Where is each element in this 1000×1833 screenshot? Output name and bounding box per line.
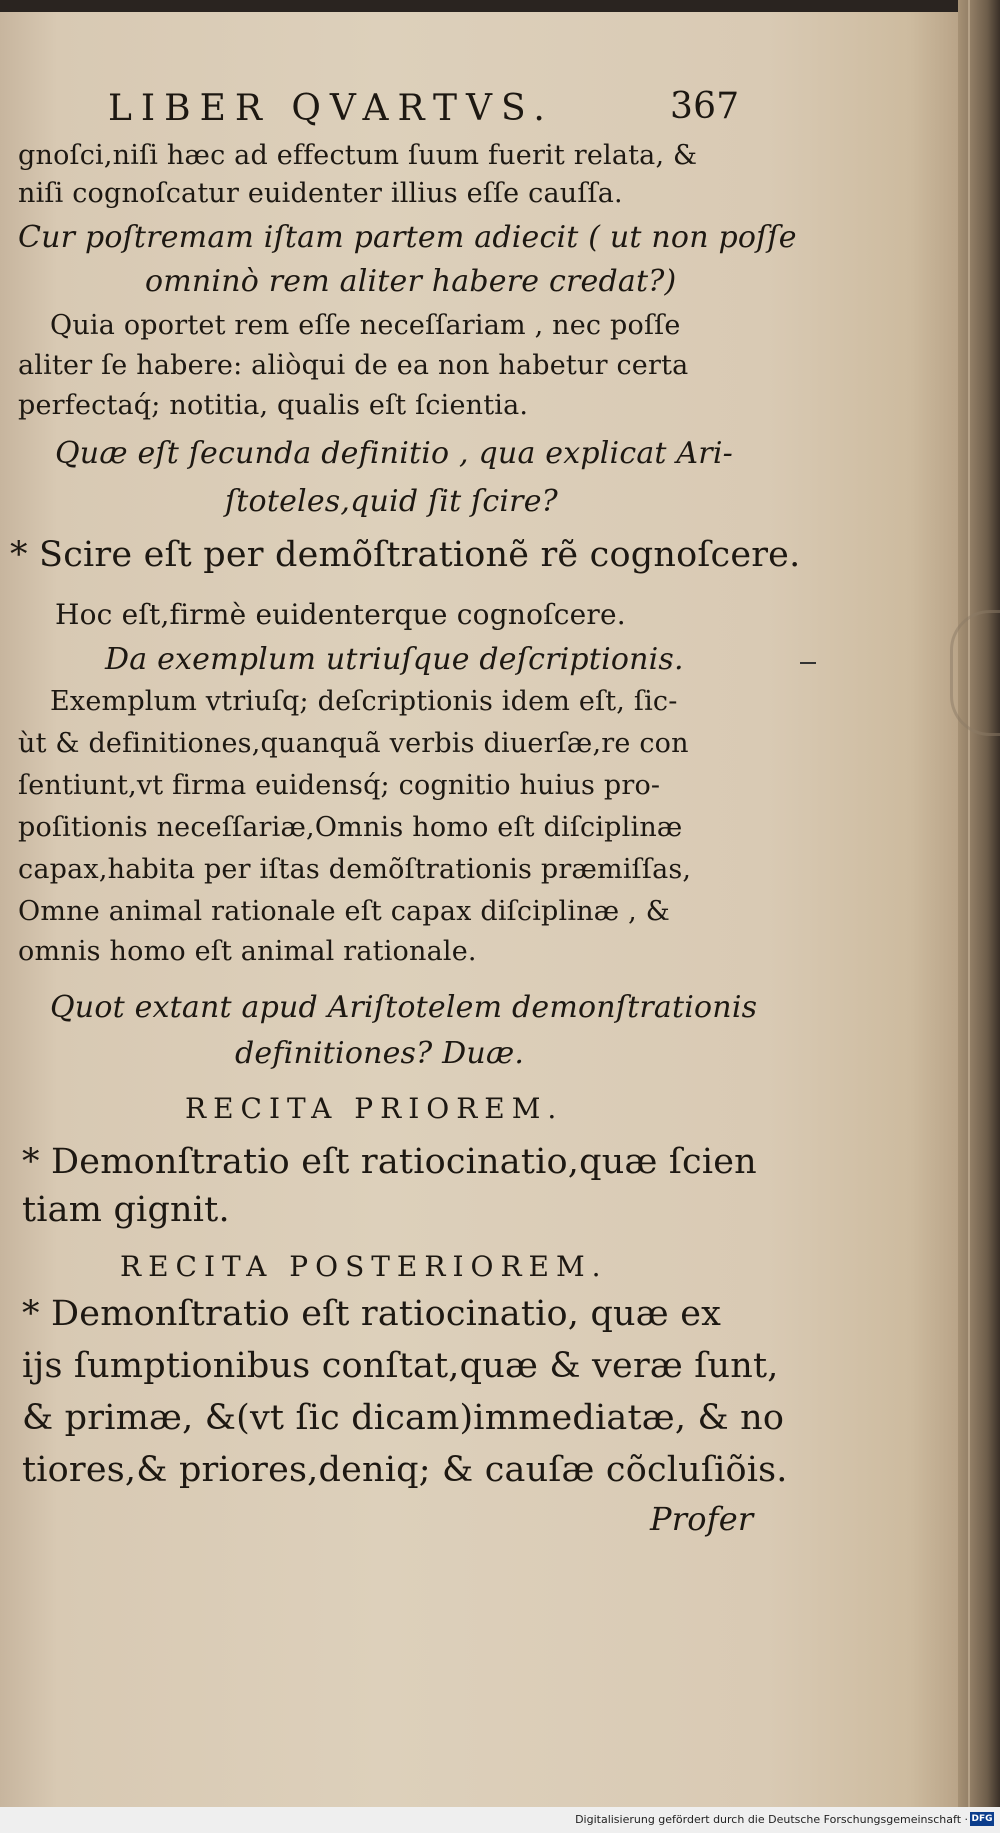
text-line: Exemplum vtriuſq; deſcriptionis idem eſt, ſic-: [50, 686, 678, 717]
definition-line: * Scire eſt per demõſtrationẽ rẽ cognoſcere.: [10, 535, 801, 575]
text-line: aliter ſe habere: aliòqui de ea non habetur certa: [18, 350, 689, 381]
margin-mark: [800, 662, 816, 664]
question-line: omninò rem aliter habere credat?): [145, 264, 677, 299]
dfg-logo: DFG: [971, 1814, 993, 1824]
text-line: Quia oportet rem eſſe neceſſariam , nec poſſe: [50, 310, 681, 341]
funding-credit: Digitalisierung gefördert durch die Deutsche Forschungsgemeinschaft ·: [575, 1813, 968, 1826]
question-line: Da exemplum utriuſque deſcriptionis.: [105, 642, 684, 677]
text-line: Omne animal rationale eſt capax diſciplinæ , &: [18, 896, 670, 927]
text-line: Hoc eſt,firmè euidenterque cognoſcere.: [55, 598, 626, 631]
text-line: capax,habita per iſtas demõſtrationis præmiſſas,: [18, 854, 692, 885]
running-header: LIBER QVARTVS.: [108, 88, 554, 129]
text-line: poſitionis neceſſariæ,Omnis homo eſt diſciplinæ: [18, 812, 683, 843]
catchword: Profer: [650, 1500, 754, 1538]
question-line: definitiones? Duæ.: [235, 1036, 525, 1071]
definition-line: tiam gignit.: [22, 1190, 230, 1230]
text-line: ſentiunt,vt firma euidensq́; cognitio huius pro-: [18, 770, 661, 801]
question-line: Quot extant apud Ariſtotelem demonſtrationis: [50, 990, 758, 1025]
section-heading: RECITA POSTERIOREM.: [120, 1250, 608, 1283]
page-edge-highlight: [968, 0, 970, 1810]
definition-line: tiores,& priores,deniq; & cauſæ cõcluſiõis.: [22, 1450, 788, 1490]
text-line: gnoſci,niſi hæc ad effectum ſuum fuerit relata, &: [18, 140, 698, 171]
page-number: 367: [670, 86, 740, 127]
text-line: ùt & definitiones,quanquã verbis diuerſæ,re con: [18, 728, 689, 759]
section-heading: RECITA PRIOREM.: [185, 1092, 564, 1125]
question-line: Cur poſtremam iſtam partem adiecit ( ut non poſſe: [18, 220, 797, 255]
page-edge: [958, 0, 1000, 1810]
question-line: ſtoteles,quid ſit ſcire?: [225, 484, 558, 519]
text-line: perfectaq́; notitia, qualis eſt ſcientia.: [18, 390, 529, 421]
question-line: Quæ eſt ſecunda definitio , qua explicat Ari-: [55, 436, 733, 471]
text-line: omnis homo eſt animal rationale.: [18, 936, 477, 967]
definition-line: * Demonſtratio eſt ratiocinatio,quæ ſcien: [22, 1142, 757, 1182]
definition-line: & primæ, &(vt ſic dicam)immediatæ, & no: [22, 1398, 785, 1438]
definition-line: ijs ſumptionibus conſtat,quæ & veræ ſunt,: [22, 1346, 779, 1386]
clasp-shadow: [950, 610, 1000, 736]
definition-line: * Demonſtratio eſt ratiocinatio, quæ ex: [22, 1294, 722, 1334]
text-line: niſi cognoſcatur euidenter illius eſſe cauſſa.: [18, 178, 623, 209]
